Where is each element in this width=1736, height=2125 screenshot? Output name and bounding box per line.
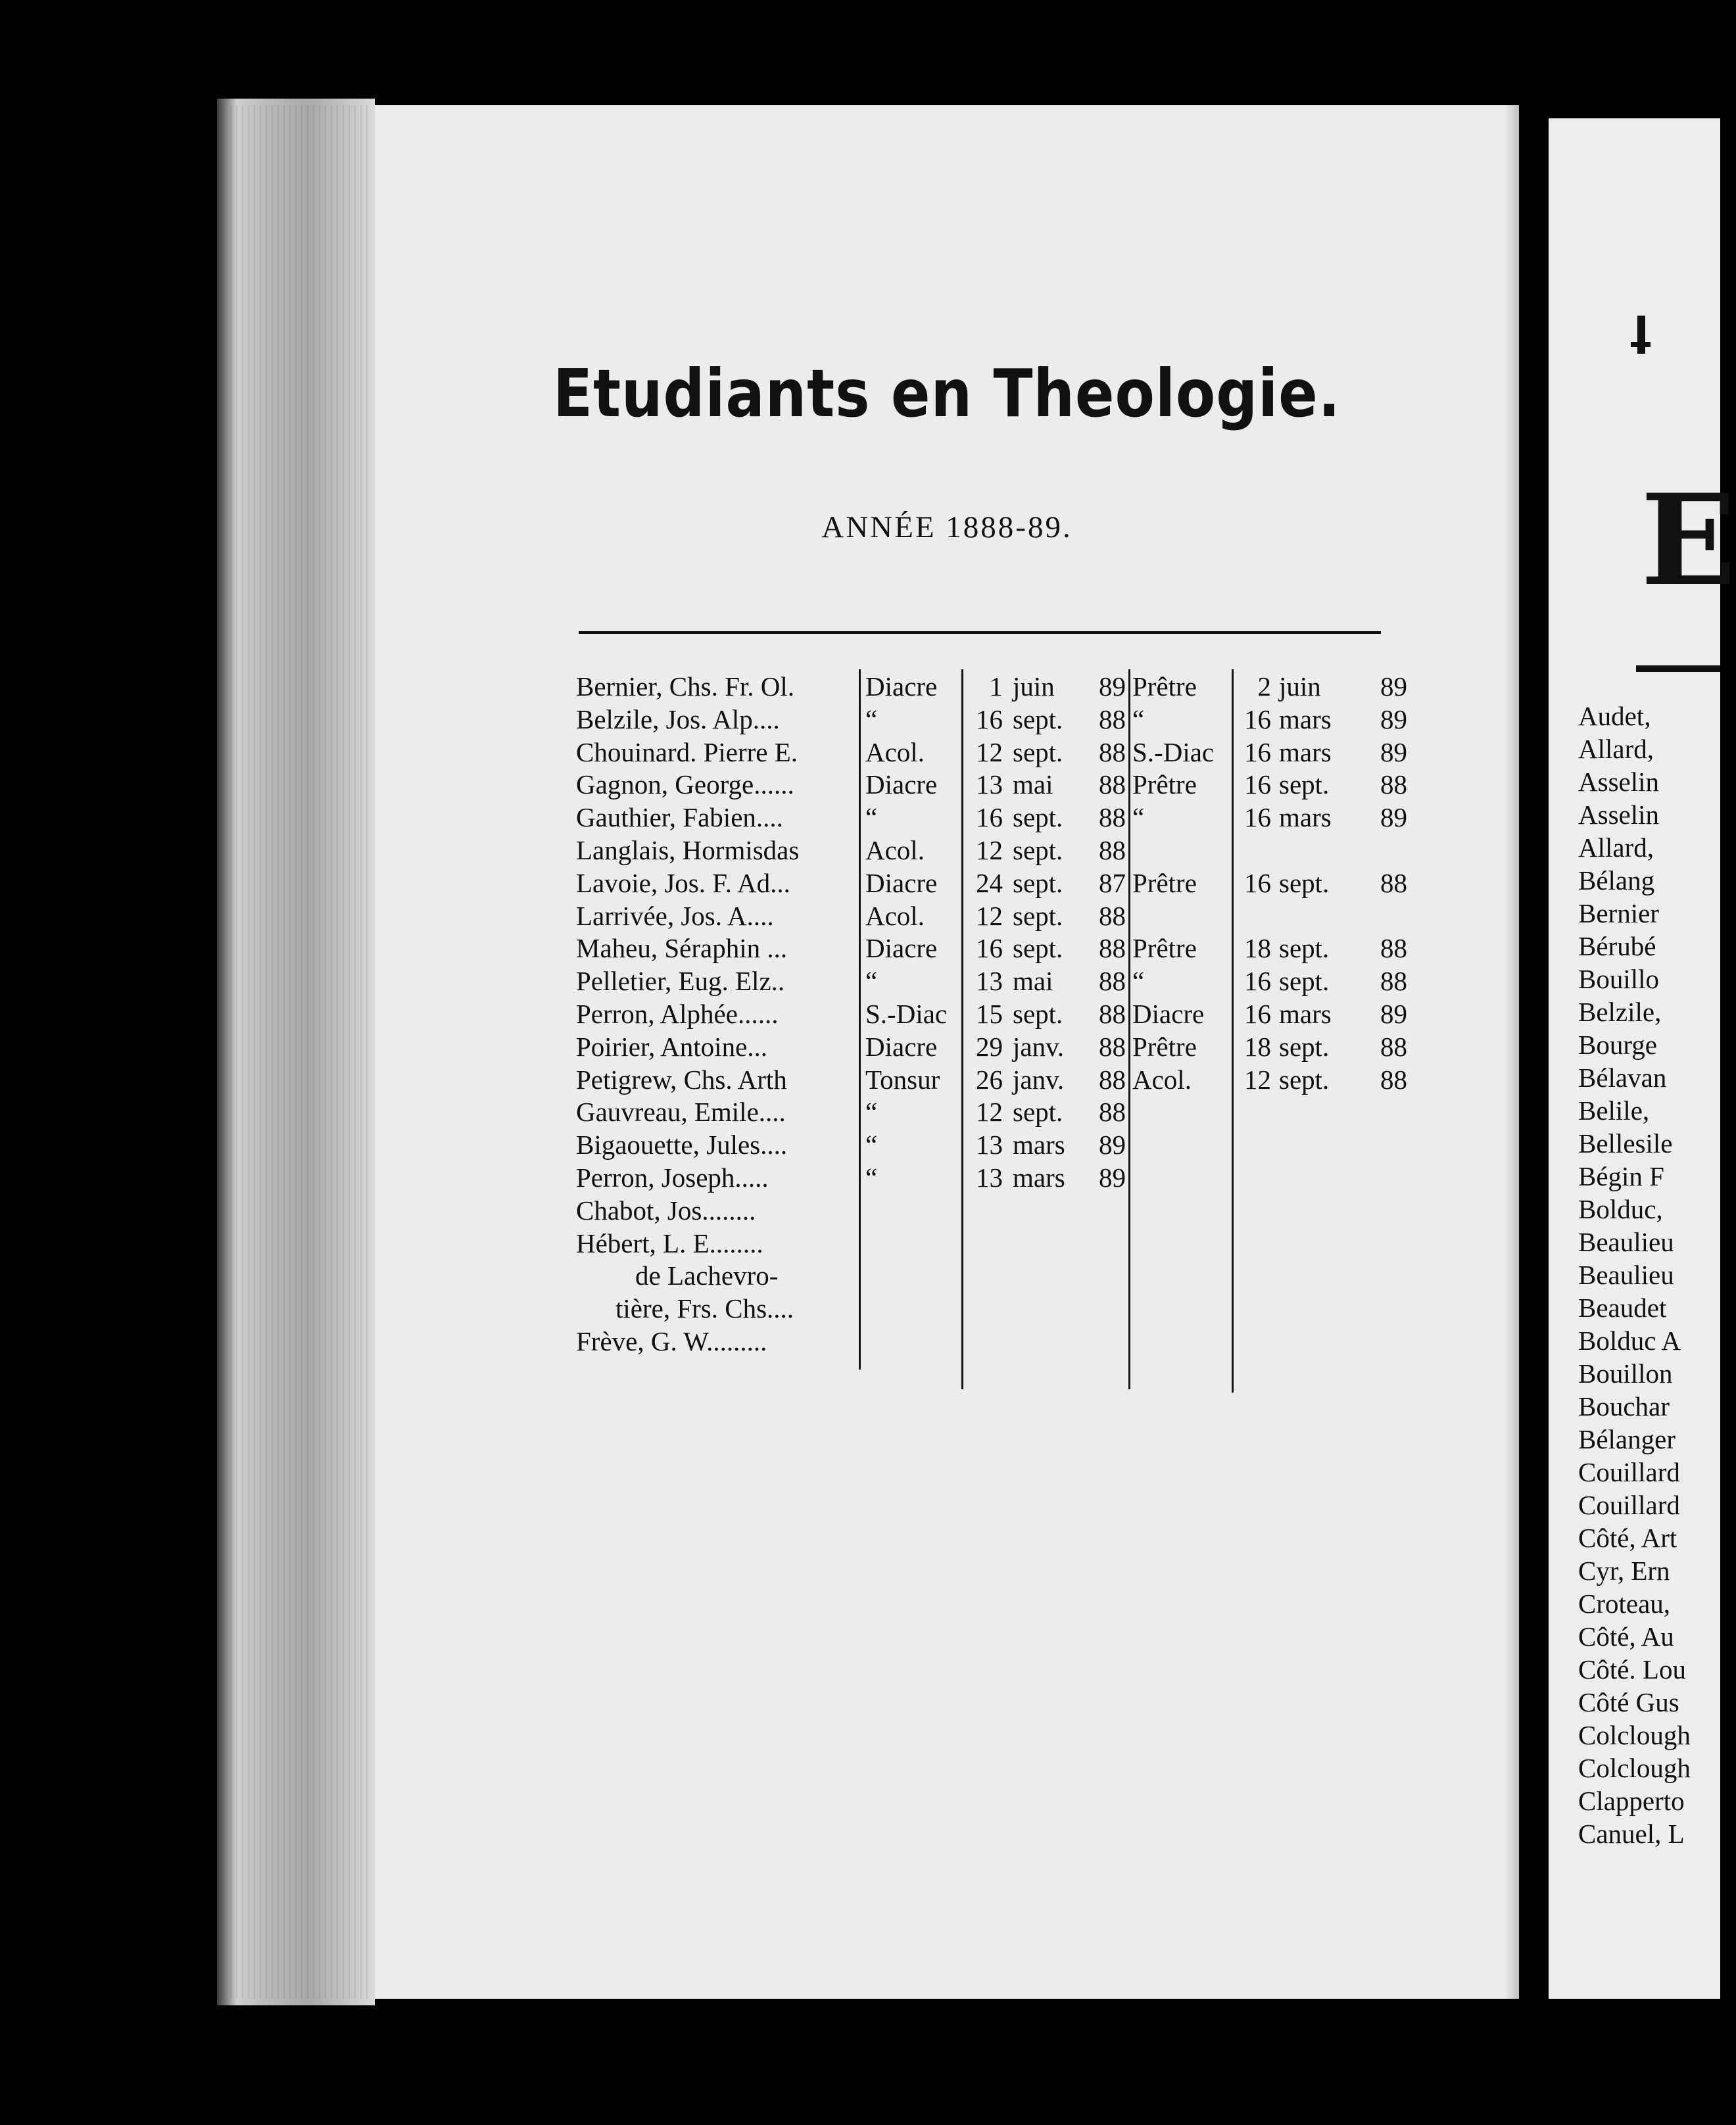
cell-an2: 88	[1380, 933, 1407, 964]
cell-name: Belzile, Jos. Alp....	[576, 704, 780, 734]
cell-mois1: sept.	[1013, 933, 1063, 964]
cell-mois1: mars	[1013, 1130, 1065, 1160]
cell-an1: 89	[1099, 1130, 1126, 1160]
cell-an2: 89	[1380, 999, 1407, 1029]
cell-mois2: sept.	[1279, 933, 1330, 964]
cell-name: Chabot, Jos........	[576, 1195, 756, 1226]
cell-an2: 88	[1380, 966, 1407, 997]
cell-ordre1: “	[865, 966, 878, 997]
cell-an2: 88	[1380, 769, 1407, 800]
cell-mois2: sept.	[1279, 1031, 1330, 1062]
cell-ordre1: Diacre	[865, 933, 938, 964]
column-divider-4	[1232, 669, 1234, 1393]
cell-jour1: 15	[976, 999, 1003, 1029]
right-list-item: Bouillon	[1578, 1358, 1673, 1389]
right-list-item: Beaudet	[1578, 1293, 1667, 1323]
cell-an1: 89	[1099, 671, 1126, 702]
right-list-item: Côté, Au	[1578, 1621, 1674, 1652]
right-list-item: Bellesile	[1578, 1128, 1673, 1158]
right-list-item: Croteau,	[1578, 1588, 1671, 1619]
cell-name: Gagnon, George......	[576, 769, 794, 800]
right-list-item: Belile,	[1578, 1095, 1650, 1126]
column-divider-2	[961, 669, 963, 1389]
right-list-item: Bégin F	[1578, 1161, 1664, 1191]
cell-mois1: mai	[1013, 966, 1053, 997]
cell-ordre2: “	[1132, 966, 1145, 997]
right-list-item: Côté, Art	[1578, 1523, 1677, 1553]
cell-ordre1: Diacre	[865, 867, 938, 898]
right-list-item: Bélang	[1578, 865, 1655, 895]
cell-mois1: janv.	[1013, 1064, 1065, 1095]
right-list-item: Colclough	[1578, 1753, 1691, 1783]
right-list-item: Audet,	[1578, 701, 1651, 731]
cell-ordre2: Prêtre	[1132, 1031, 1197, 1062]
cell-jour1: 24	[976, 867, 1003, 898]
cell-name: Larrivée, Jos. A....	[576, 900, 774, 931]
cell-mois1: sept.	[1013, 1097, 1063, 1128]
cell-ordre2: Prêtre	[1132, 671, 1197, 702]
cell-mois2: sept.	[1279, 769, 1330, 800]
cell-an1: 88	[1099, 835, 1126, 865]
cell-name: Bigaouette, Jules....	[576, 1130, 788, 1160]
cell-jour2: 16	[1244, 736, 1271, 767]
cell-mois1: sept.	[1013, 867, 1063, 898]
right-list-item: Côté Gus	[1578, 1687, 1679, 1717]
cell-ordre2: “	[1132, 802, 1145, 833]
cell-an2: 89	[1380, 704, 1407, 734]
right-list-item: Bouchar	[1578, 1391, 1670, 1421]
cell-jour2: 16	[1244, 999, 1271, 1029]
cell-an1: 88	[1099, 1031, 1126, 1062]
cell-jour1: 26	[976, 1064, 1003, 1095]
cell-jour1: 13	[976, 1162, 1003, 1193]
right-list-item: Bélavan	[1578, 1062, 1667, 1093]
cell-mois2: mars	[1279, 802, 1332, 833]
right-list-item: Clapperto	[1578, 1786, 1685, 1816]
cell-jour1: 12	[976, 900, 1003, 931]
right-list-item: Asselin	[1578, 800, 1659, 830]
cell-jour1: 13	[976, 966, 1003, 997]
right-list-item: Allard,	[1578, 734, 1654, 764]
cell-ordre2: Prêtre	[1132, 933, 1197, 964]
cell-ordre1: Diacre	[865, 769, 938, 800]
right-list-item: Beaulieu	[1578, 1260, 1674, 1290]
right-page-name-list	[1578, 700, 1691, 1851]
cell-jour2: 12	[1244, 1064, 1271, 1095]
cell-mois2: juin	[1279, 671, 1321, 702]
right-list-item: Bolduc,	[1578, 1194, 1663, 1224]
right-list-item: Colclough	[1578, 1720, 1691, 1750]
cell-an1: 88	[1099, 802, 1126, 833]
cell-mois2: sept.	[1279, 867, 1330, 898]
right-page-rule	[1636, 665, 1720, 672]
cell-jour1: 13	[976, 769, 1003, 800]
cell-ordre1: Tonsur	[865, 1064, 940, 1095]
cell-name: de Lachevro-	[635, 1260, 779, 1291]
cell-jour2: 16	[1244, 802, 1271, 833]
cell-name: Langlais, Hormisdas	[576, 835, 800, 865]
cell-ordre1: “	[865, 1162, 878, 1193]
cell-an2: 89	[1380, 802, 1407, 833]
cell-an2: 88	[1380, 1064, 1407, 1095]
cell-name: Chouinard. Pierre E.	[576, 736, 798, 767]
cell-jour1: 29	[976, 1031, 1003, 1062]
right-list-item: Allard,	[1578, 832, 1654, 863]
book-spine	[1519, 92, 1549, 2012]
cell-mois2: mars	[1279, 999, 1332, 1029]
cell-jour2: 16	[1244, 769, 1271, 800]
cell-ordre1: Acol.	[865, 835, 925, 865]
cell-an1: 88	[1099, 769, 1126, 800]
right-page-heading-mark	[1624, 316, 1664, 355]
cell-ordre2: Prêtre	[1132, 769, 1197, 800]
right-list-item: Bourge	[1578, 1030, 1657, 1060]
cell-name: Pelletier, Eug. Elz..	[576, 966, 785, 997]
cell-jour1: 1	[989, 671, 1003, 702]
cell-jour1: 16	[976, 802, 1003, 833]
cell-ordre1: Diacre	[865, 1031, 938, 1062]
cell-ordre1: Acol.	[865, 900, 925, 931]
cell-mois1: sept.	[1013, 802, 1063, 833]
cell-name: Poirier, Antoine...	[576, 1031, 768, 1062]
cell-jour1: 12	[976, 835, 1003, 865]
cell-ordre1: Acol.	[865, 736, 925, 767]
cell-an1: 88	[1099, 1064, 1126, 1095]
page-subtitle: ANNÉE 1888-89.	[821, 510, 1073, 544]
cell-mois2: mars	[1279, 704, 1332, 734]
cell-an1: 88	[1099, 1097, 1126, 1128]
cell-jour2: 18	[1244, 1031, 1271, 1062]
cell-name: Perron, Joseph.....	[576, 1162, 769, 1193]
cell-name: tière, Frs. Chs....	[615, 1293, 794, 1324]
cell-jour1: 13	[976, 1130, 1003, 1160]
cell-name: Gauthier, Fabien....	[576, 802, 783, 833]
cell-ordre1: Diacre	[865, 671, 938, 702]
right-list-item: Beaulieu	[1578, 1227, 1674, 1257]
right-list-item: Belzile,	[1578, 997, 1662, 1027]
cell-mois1: mai	[1013, 769, 1053, 800]
cell-an1: 88	[1099, 736, 1126, 767]
cell-ordre2: S.-Diac	[1132, 736, 1215, 767]
cell-an1: 87	[1099, 867, 1126, 898]
cell-mois1: mars	[1013, 1162, 1065, 1193]
cell-an1: 88	[1099, 900, 1126, 931]
cell-mois1: sept.	[1013, 900, 1063, 931]
cell-name: Lavoie, Jos. F. Ad...	[576, 867, 790, 898]
cell-jour2: 16	[1244, 966, 1271, 997]
cell-mois1: janv.	[1013, 1031, 1065, 1062]
cell-name: Perron, Alphée......	[576, 999, 779, 1029]
cell-an1: 88	[1099, 999, 1126, 1029]
right-list-item: Cyr, Ern	[1578, 1556, 1670, 1586]
cell-name: Hébert, L. E........	[576, 1228, 763, 1258]
cell-an2: 88	[1380, 867, 1407, 898]
cell-jour1: 12	[976, 736, 1003, 767]
cell-mois2: mars	[1279, 736, 1332, 767]
right-list-item: Couillard	[1578, 1490, 1680, 1520]
cell-name: Gauvreau, Emile....	[576, 1097, 786, 1128]
cell-name: Frève, G. W.........	[576, 1326, 767, 1356]
cell-an1: 89	[1099, 1162, 1126, 1193]
cell-name: Petigrew, Chs. Arth	[576, 1064, 787, 1095]
cell-ordre1: “	[865, 704, 878, 734]
column-divider-3	[1128, 669, 1130, 1389]
cell-jour2: 2	[1257, 671, 1271, 702]
cell-jour1: 16	[976, 704, 1003, 734]
cell-mois1: sept.	[1013, 736, 1063, 767]
cell-an2: 88	[1380, 1031, 1407, 1062]
cell-mois1: sept.	[1013, 704, 1063, 734]
cell-jour1: 12	[976, 1097, 1003, 1128]
cell-mois1: juin	[1013, 671, 1055, 702]
cell-jour2: 16	[1244, 704, 1271, 734]
right-list-item: Couillard	[1578, 1457, 1680, 1487]
cell-jour2: 18	[1244, 933, 1271, 964]
cell-ordre2: “	[1132, 704, 1145, 734]
cell-ordre2: Acol.	[1132, 1064, 1192, 1095]
cell-an1: 88	[1099, 704, 1126, 734]
cell-mois1: sept.	[1013, 835, 1063, 865]
right-page-heading: E	[1641, 467, 1736, 613]
right-list-item: Côté. Lou	[1578, 1654, 1686, 1684]
cell-an1: 88	[1099, 933, 1126, 964]
cell-an2: 89	[1380, 736, 1407, 767]
cell-name: Bernier, Chs. Fr. Ol.	[576, 671, 795, 702]
cell-an2: 89	[1380, 671, 1407, 702]
right-list-item: Asselin	[1578, 767, 1659, 797]
right-list-item: Bernier	[1578, 898, 1659, 928]
cell-mois1: sept.	[1013, 999, 1063, 1029]
cell-mois2: sept.	[1279, 966, 1330, 997]
right-list-item: Bolduc A	[1578, 1325, 1681, 1356]
page-title: Etudiants en Theologie.	[552, 355, 1341, 432]
cell-ordre2: Prêtre	[1132, 867, 1197, 898]
cell-ordre1: “	[865, 1130, 878, 1160]
right-list-item: Bérubé	[1578, 931, 1656, 961]
cell-ordre2: Diacre	[1132, 999, 1205, 1029]
right-list-item: Bouillo	[1578, 964, 1660, 994]
cell-jour1: 16	[976, 933, 1003, 964]
cell-ordre1: “	[865, 1097, 878, 1128]
right-list-item: Canuel, L	[1578, 1819, 1685, 1849]
right-list-item: Bélanger	[1578, 1424, 1676, 1454]
table-top-rule	[579, 631, 1381, 634]
cell-mois2: sept.	[1279, 1064, 1330, 1095]
page-edge-lines	[230, 105, 368, 1999]
cell-ordre1: “	[865, 802, 878, 833]
cell-jour2: 16	[1244, 867, 1271, 898]
cell-name: Maheu, Séraphin ...	[576, 933, 788, 964]
cell-an1: 88	[1099, 966, 1126, 997]
cell-ordre1: S.-Diac	[865, 999, 948, 1029]
